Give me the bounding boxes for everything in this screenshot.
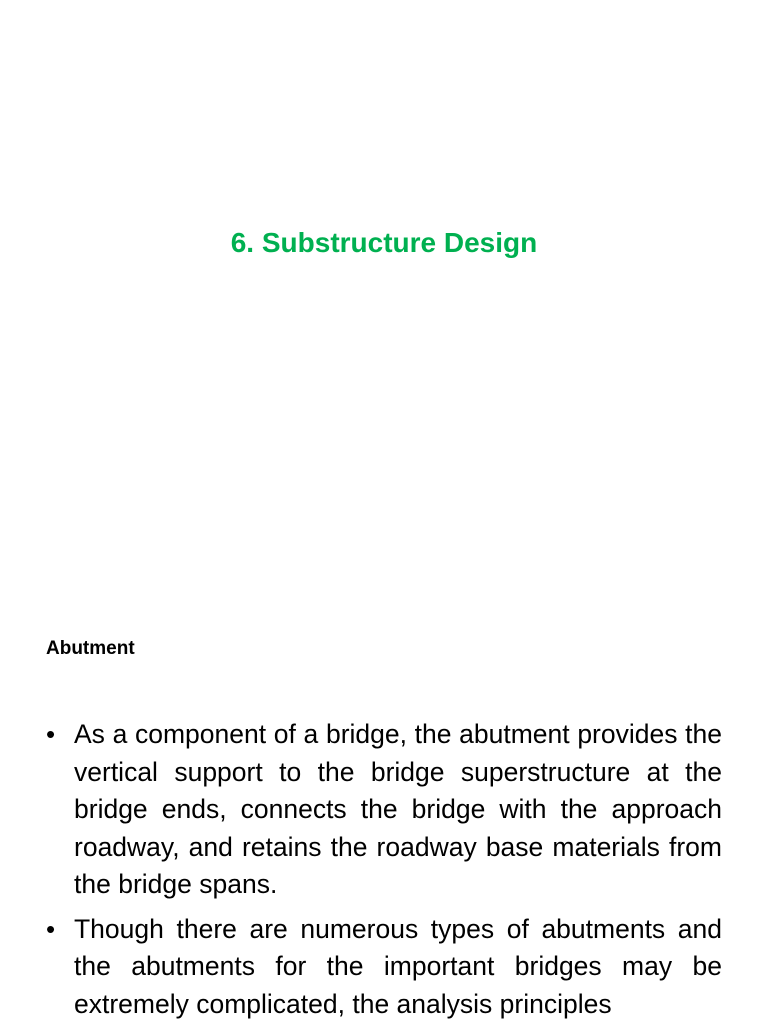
bullet-icon: • [46, 719, 56, 749]
page-title: 6. Substructure Design [230, 227, 538, 258]
list-item [46, 716, 722, 904]
list-item [46, 911, 722, 1024]
list-item-text: Though there are numerous types of abutments and the abutments for the important bridges may be extremely complicated, the analysis principles [74, 913, 722, 1019]
bullet-list [46, 716, 722, 1024]
list-item-text: As a component of a bridge, the abutment provides the vertical support to the bridge superstructure at the bridge ends, connects the bridge with the approach roadway, and retains the roadway base materials from the bridge spans. [74, 719, 722, 899]
bullet-icon: • [46, 913, 56, 944]
section-heading: Abutment [46, 638, 135, 659]
